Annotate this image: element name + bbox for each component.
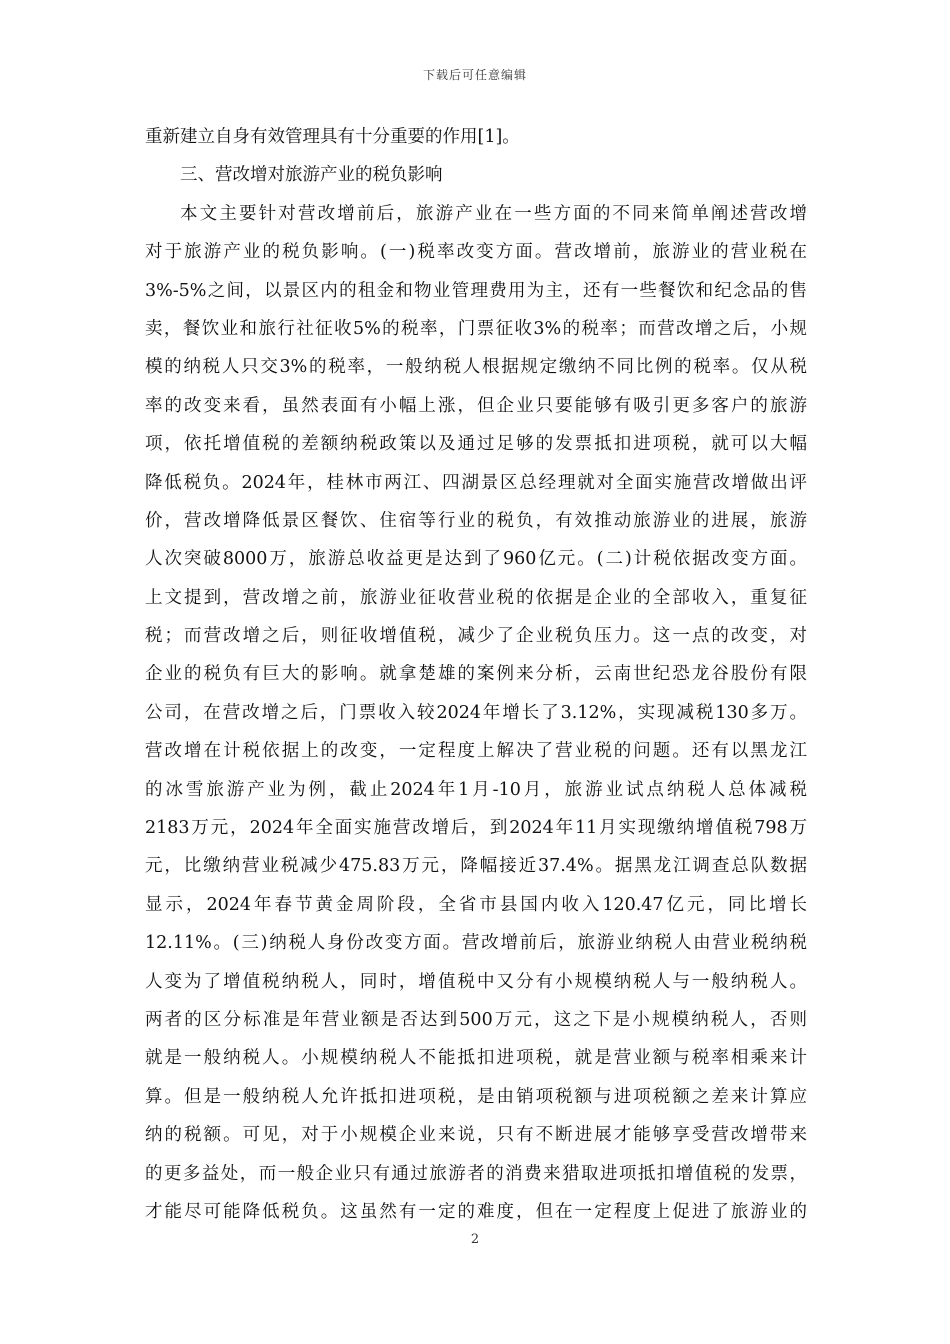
body-line: 才能尽可能降低税负。这虽然有一定的难度，但在一定程度上促进了旅游业的 [145,1201,807,1222]
body-line: 两者的区分标准是年营业额是否达到500万元，这之下是小规模纳税人，否则 [145,1009,807,1030]
body-line: 对于旅游产业的税负影响。(一)税率改变方面。营改增前，旅游业的营业税在 [145,242,807,263]
page-number: 2 [470,1232,480,1247]
body-line: 公司，在营改增之后，门票收入较2024年增长了3.12%，实现减税130多万。 [145,702,807,723]
body-line: 的冰雪旅游产业为例，截止2024年1月-10月，旅游业试点纳税人总体减税 [145,779,807,800]
body-line: 税；而营改增之后，则征收增值税，减少了企业税负压力。这一点的改变，对 [145,626,807,647]
section-heading: 三、营改增对旅游产业的税负影响 [180,165,443,186]
body-line: 营改增在计税依据上的改变，一定程度上解决了营业税的问题。还有以黑龙江 [145,741,807,762]
body-line: 人变为了增值税纳税人，同时，增值税中又分有小规模纳税人与一般纳税人。 [145,971,807,992]
page-header: 下载后可任意编辑 [422,68,527,82]
paragraph-first-line: 本文主要针对营改增前后，旅游产业在一些方面的不同来简单阐述营改增 [180,203,807,224]
body-line: 卖，餐饮业和旅行社征收5%的税率，门票征收3%的税率；而营改增之后，小规 [145,318,807,339]
body-line: 人次突破8000万，旅游总收益更是达到了960亿元。(二)计税依据改变方面。 [145,549,807,570]
body-line: 企业的税负有巨大的影响。就拿楚雄的案例来分析，云南世纪恐龙谷股份有限 [145,664,807,685]
body-line: 元，比缴纳营业税减少475.83万元，降幅接近37.4%。据黑龙江调查总队数据 [145,856,807,877]
body-line: 12.11%。(三)纳税人身份改变方面。营改增前后，旅游业纳税人由营业税纳税 [145,933,807,954]
body-line: 模的纳税人只交3%的税率，一般纳税人根据规定缴纳不同比例的税率。仅从税 [145,357,807,378]
document-body [145,118,807,1231]
body-line: 上文提到，营改增之前，旅游业征收营业税的依据是企业的全部收入，重复征 [145,587,807,608]
body-line: 纳的税额。可见，对于小规模企业来说，只有不断进展才能够享受营改增带来 [145,1125,807,1146]
body-line: 的更多益处，而一般企业只有通过旅游者的消费来猎取进项抵扣增值税的发票， [145,1163,807,1184]
body-line: 就是一般纳税人。小规模纳税人不能抵扣进项税，就是营业额与税率相乘来计 [145,1048,807,1069]
body-line: 算。但是一般纳税人允许抵扣进项税，是由销项税额与进项税额之差来计算应 [145,1086,807,1107]
body-line: 2183万元，2024年全面实施营改增后，到2024年11月实现缴纳增值税798万 [145,818,807,839]
body-line: 降低税负。2024年，桂林市两江、四湖景区总经理就对全面实施营改增做出评 [145,472,807,493]
body-line: 项，依托增值税的差额纳税政策以及通过足够的发票抵扣进项税，就可以大幅 [145,434,807,455]
body-line: 重新建立自身有效管理具有十分重要的作用[1]。 [145,127,520,147]
body-line: 显示，2024年春节黄金周阶段，全省市县国内收入120.47亿元，同比增长 [145,894,807,915]
body-line: 价，营改增降低景区餐饮、住宿等行业的税负，有效推动旅游业的进展，旅游 [145,510,807,531]
body-line: 率的改变来看，虽然表面有小幅上涨，但企业只要能够有吸引更多客户的旅游 [145,395,807,416]
body-line: 3%-5%之间，以景区内的租金和物业管理费用为主，还有一些餐饮和纪念品的售 [145,280,807,301]
